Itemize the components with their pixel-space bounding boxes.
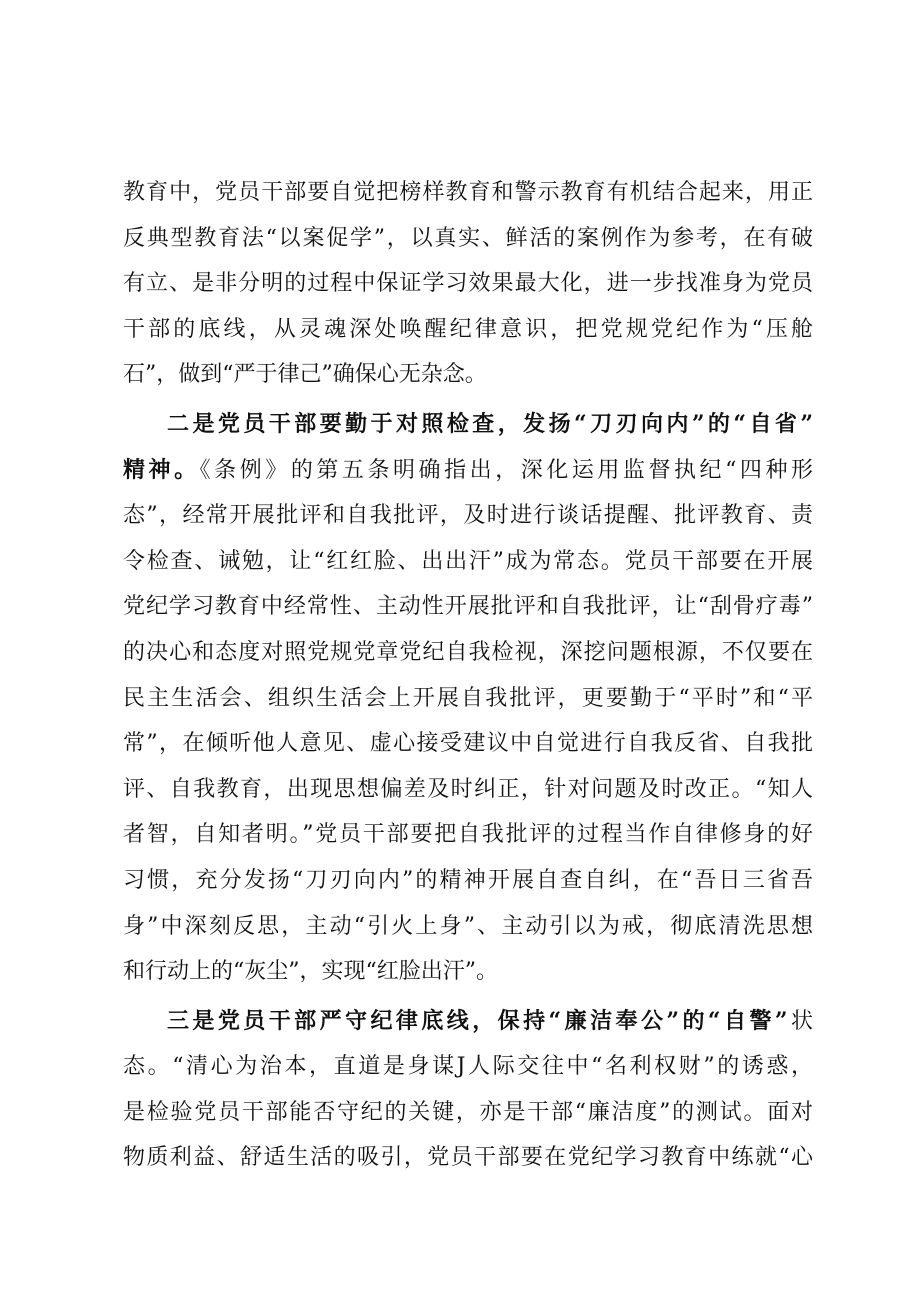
- text-line: [123, 448, 813, 494]
- text-line: 习惯，充分发扬“刀刃向内”的精神开展自查自纠，在“吾日三省吾: [123, 867, 813, 893]
- text-line: 是检验党员干部能否守纪的关键，亦是干部“廉洁度”的测试。面对: [123, 1099, 813, 1125]
- text-line: 党纪学习教育中经常性、主动性开展批评和自我批评，让“刮骨疗毒”: [123, 594, 813, 620]
- paragraph-heading: 二是党员干部要勤于对照检查，发扬“刀刃向内”的“自省”: [167, 410, 813, 437]
- text-line: 评、自我教育，出现思想偏差及时纠正，针对问题及时改正。“知人: [123, 776, 813, 802]
- text-line: 身”中深刻反思，主动“引火上身”、主动引以为戒，彻底清洗思想: [123, 913, 813, 939]
- text-line: 反典型教育法“以案促学”，以真实、鲜活的案例作为参考，在有破: [123, 225, 813, 251]
- text-line: 和行动上的“灰尘”，实现“红脸出汗”。: [123, 959, 498, 985]
- text-line: 民主生活会、组织生活会上开展自我批评，更要勤于“平时”和“平: [123, 685, 813, 711]
- text-line: 有立、是非分明的过程中保证学习效果最大化，进一步找准身为党员: [123, 271, 813, 297]
- text-line: 常”，在倾听他人意见、虚心接受建议中自觉进行自我反省、自我批: [123, 731, 813, 757]
- text-span: 《条例》的第五条明确指出，深化运用监督执纪“四种形: [199, 457, 813, 483]
- text-line: 石”，做到“严于律己”确保心无杂念。: [123, 362, 487, 388]
- paragraph-heading-bold: 精神。: [123, 456, 200, 483]
- text-line: 者智，自知者明。”党员干部要把自我批评的过程当作自律修身的好: [123, 822, 813, 848]
- text-line: 物质利益、舒适生活的吸引，党员干部要在党纪学习教育中练就“心: [123, 1145, 813, 1171]
- text-line: 态。“清心为治本，直道是身谋J人际交往中“名利权财”的诱惑，: [123, 1054, 813, 1080]
- text-span: 状: [787, 1008, 813, 1034]
- text-line: 的决心和态度对照党规党章党纪自我检视，深挖问题根源，不仅要在: [123, 639, 813, 665]
- document-body: [123, 170, 813, 1181]
- text-line: 干部的底线，从灵魂深处唤醒纪律意识，把党规党纪作为“压舱: [123, 316, 813, 342]
- text-line: 态”，经常开展批评和自我批评，及时进行谈话提醒、批评教育、责: [123, 503, 813, 529]
- text-line: 令检查、诫勉，让“红红脸、出出汗”成为常态。党员干部要在开展: [123, 548, 813, 574]
- text-line: [123, 999, 813, 1045]
- text-line: 教育中，党员干部要自觉把榜样教育和警示教育有机结合起来，用正: [123, 180, 813, 205]
- paragraph-heading-bold: 三是党员干部严守纪律底线，保持“廉洁奉公”的“自警”: [167, 1007, 788, 1034]
